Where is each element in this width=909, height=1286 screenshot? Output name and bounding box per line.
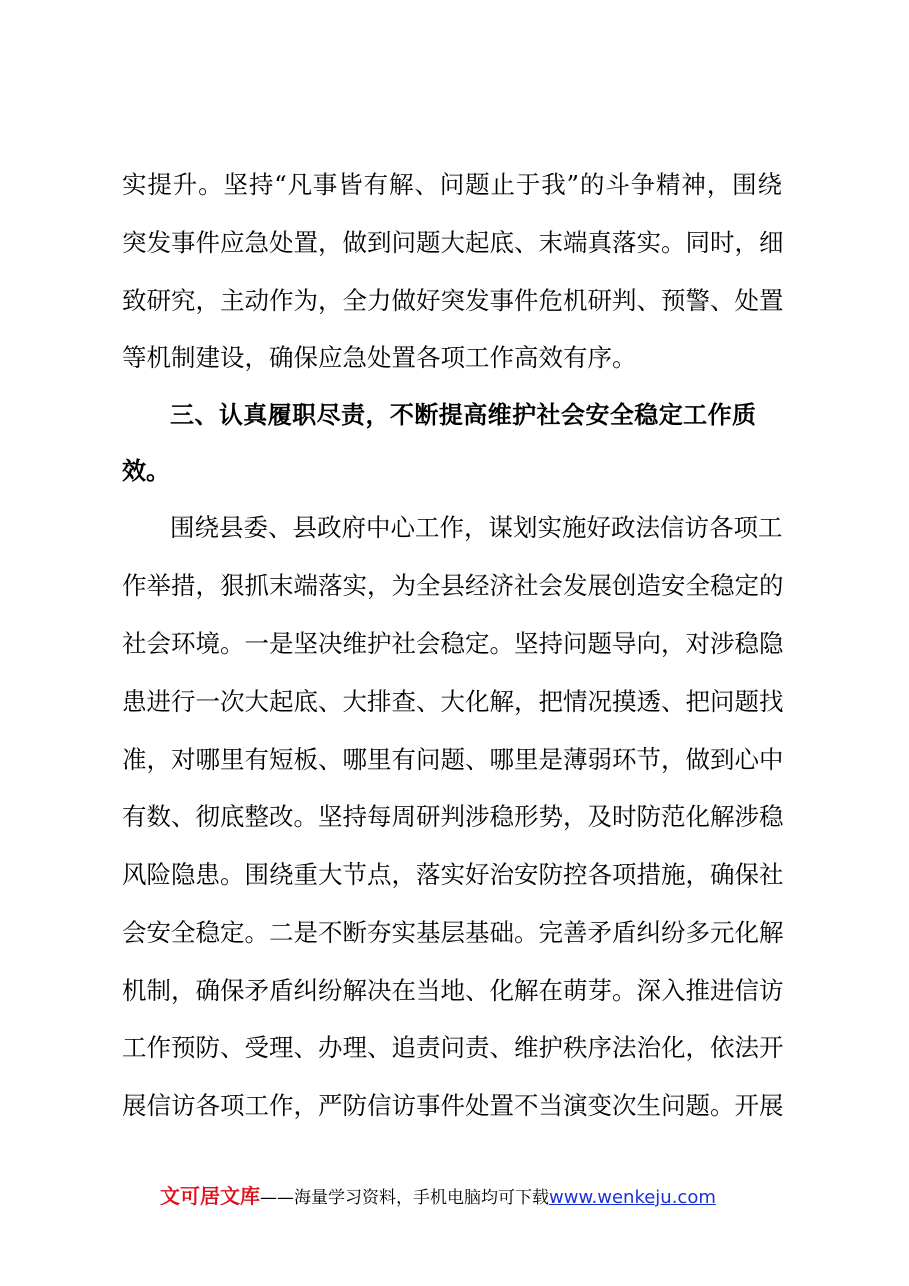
body-text-line: 等机制建设，确保应急处置各项工作高效有序。 xyxy=(122,343,637,372)
footer-banner xyxy=(160,1182,716,1210)
body-text-line: 患进行一次大起底、大排查、大化解，把情况摸透、把问题找 xyxy=(122,687,784,716)
body-text-line: 工作预防、受理、办理、追责问责、维护秩序法治化，依法开 xyxy=(122,1033,784,1062)
body-text-line: 突发事件应急处置，做到问题大起底、末端真落实。同时，细 xyxy=(122,228,784,257)
body-text-line: 社会环境。一是坚决维护社会稳定。坚持问题导向，对涉稳隐 xyxy=(122,629,784,658)
body-text-line: 作举措，狠抓末端落实，为全县经济社会发展创造安全稳定的 xyxy=(122,571,784,600)
body-text-line: 展信访各项工作，严防信访事件处置不当演变次生问题。开展 xyxy=(122,1091,784,1120)
body-text-line: 准，对哪里有短板、哪里有问题、哪里是薄弱环节，做到心中 xyxy=(122,745,784,774)
section-heading-continuation: 效。 xyxy=(122,457,170,485)
footer-tagline: ——海量学习资料，手机电脑均可下载 xyxy=(260,1188,549,1208)
body-text-line: 有数、彻底整改。坚持每周研判涉稳形势，及时防范化解涉稳 xyxy=(122,802,784,831)
footer-brand: 文可居文库 xyxy=(160,1184,260,1208)
body-text-line: 会安全稳定。二是不断夯实基层基础。完善矛盾纠纷多元化解 xyxy=(122,918,784,947)
body-text-line: 机制，确保矛盾纠纷解决在当地、化解在萌芽。深入推进信访 xyxy=(122,976,784,1005)
body-text-line: 致研究，主动作为，全力做好突发事件危机研判、预警、处置 xyxy=(122,286,784,315)
body-text-line: 实提升。坚持“凡事皆有解、问题止于我”的斗争精神，围绕 xyxy=(122,170,782,199)
footer-link[interactable]: www.wenkeju.com xyxy=(549,1187,716,1208)
body-text-line: 风险隐患。围绕重大节点，落实好治安防控各项措施，确保社 xyxy=(122,860,784,889)
paragraph-first-line: 围绕县委、县政府中心工作，谋划实施好政法信访各项工 xyxy=(170,513,783,542)
section-heading: 三、认真履职尽责，不断提高维护社会安全稳定工作质 xyxy=(170,401,756,429)
